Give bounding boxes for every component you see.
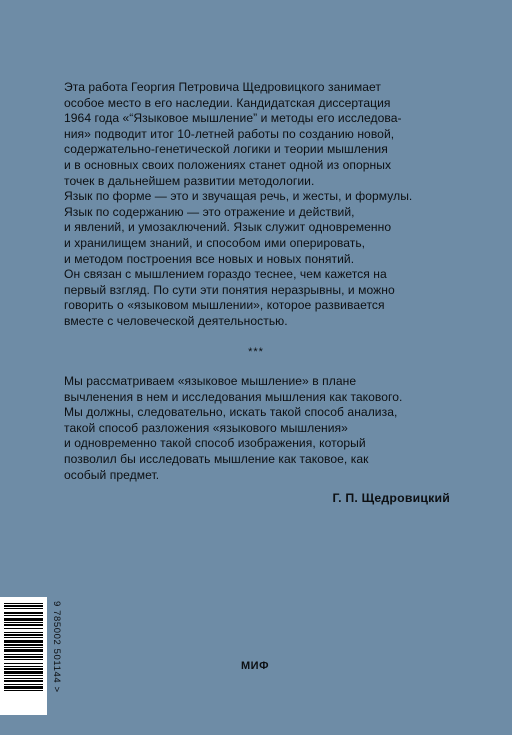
intro-text: [64, 80, 456, 330]
barcode-number: [50, 601, 62, 713]
barcode-bars-icon: [0, 597, 47, 715]
barcode-bar: [4, 618, 43, 621]
quote-paragraph: Мы рассматриваем «языковое мышление» в плане вычленения в нем и исследования мышления как такового. Мы должны, следовательно, искать такой способ анализа, такой способ разложения «языкового мышления» и одновременно такой способ изображения, который позволил бы исследовать мышление как таковое, как особый предмет.: [64, 374, 403, 482]
barcode-bar: [4, 615, 43, 616]
barcode-bar: [4, 612, 43, 614]
barcode-bar: [4, 632, 43, 633]
barcode-bar: [4, 656, 43, 658]
quote-text: [64, 374, 456, 483]
barcode-bar: [4, 663, 43, 664]
barcode-bar: [4, 644, 43, 646]
section-separator: ***: [248, 346, 264, 358]
barcode-bar: [4, 647, 43, 648]
barcode-bar: [4, 634, 43, 636]
barcode-digits-text: 9 785002 501144 >: [51, 601, 62, 693]
barcode-bar: [4, 678, 43, 679]
barcode-bar: [4, 684, 43, 685]
barcode-bar: [4, 649, 43, 652]
barcode-bar: [4, 624, 43, 626]
barcode-bar: [4, 640, 43, 643]
barcode-bar: [4, 690, 43, 691]
barcode-bar: [4, 666, 43, 667]
barcode-bar: [4, 605, 43, 607]
barcode-bar: [4, 622, 43, 623]
publisher-logo: МИФ: [241, 660, 269, 672]
barcode-bar: [4, 628, 43, 629]
barcode: [0, 597, 47, 715]
barcode-bar: [4, 608, 43, 609]
quote-author: Г. П. Щедровицкий: [332, 491, 450, 505]
barcode-bar: [4, 680, 43, 682]
barcode-bar: [4, 668, 43, 670]
barcode-bar: [4, 637, 43, 638]
barcode-bar: [4, 675, 43, 676]
barcode-bar: [4, 659, 43, 660]
barcode-bar: [4, 671, 43, 674]
barcode-bar: [4, 654, 43, 655]
intro-paragraph: Эта работа Георгия Петровича Щедровицкого занимает особое место в его наследии. Кандидатская диссертация 1964 года «“Языковое мышление” и методы его исследова- ния» подводит итог 10-летней работы по созданию новой, содержательно-генетической логики и теории мышления и в основных своих положениях станет одной из опорных точек в дальнейшем развитии методологии. Язык по форме — это и звучащая речь, и жесты, и формулы. Язык по содержанию — это отражение и действий, и явлений, и умозаключений. Язык служит одновременно и хранилищем знаний, и способом ими оперировать, и методом построения все новых и новых понятий. Он связан с мышлением гораздо теснее, чем кажется на первый взгляд. По сути эти понятия неразрывны, и можно говорить о «языковом мышлении», которое развивается вместе с человеческой деятельностью.: [64, 80, 413, 328]
barcode-bar: [4, 603, 43, 604]
barcode-bar: [4, 686, 43, 689]
